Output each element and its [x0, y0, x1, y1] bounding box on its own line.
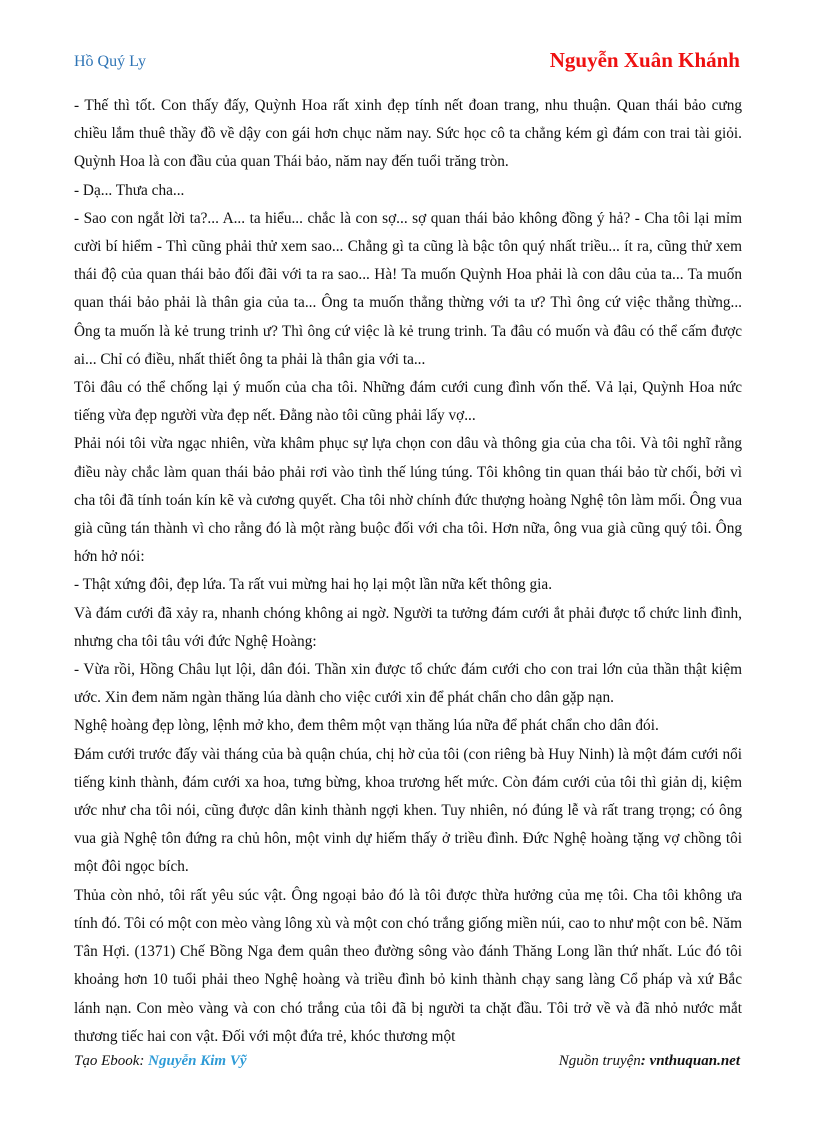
- source-site: vnthuquan.net: [649, 1053, 740, 1069]
- paragraph: Phải nói tôi vừa ngạc nhiên, vừa khâm phục sự lựa chọn con dâu và thông gia của cha tôi. Và tôi nghĩ rằng điều này chắc làm quan thái bảo phải rơi vào tình thế lúng túng. Tôi không tin quan thái bảo từ chối, bởi vì cha tôi đã tính toán kín kẽ và cương quyết. Cha tôi nhờ chính đức thượng hoàng Nghệ tôn làm mối. Ông vua già cũng tán thành vì cho rằng đó là một ràng buộc đối với cha tôi. Hơn nữa, ông vua già cũng quý tôi. Ông hớn hở nói:: [74, 435, 742, 566]
- paragraph: - Thế thì tốt. Con thấy đấy, Quỳnh Hoa rất xinh đẹp tính nết đoan trang, nhu thuận. Quan thái bảo cưng chiều lắm thuê thầy đồ về dậy con gái hơn chục năm nay. Sức học cô ta chẳng kém gì đám con trai tài giỏi. Quỳnh Hoa là con đầu của quan Thái bảo, năm nay đến tuổi trăng tròn.: [74, 97, 742, 171]
- body-text: [74, 92, 742, 1051]
- paragraph: Đám cưới trước đấy vài tháng của bà quận chúa, chị hờ của tôi (con riêng bà Huy Ninh) là một đám cưới nổi tiếng kinh thành, đám cưới xa hoa, tưng bừng, khoa trương hết mức. Còn đám cưới của tôi thì giản dị, kiệm ước như cha tôi nói, cũng được dân kinh thành ngợi khen. Tuy nhiên, nó đúng lễ và rất trang trọng; có ông vua già Nghệ tôn đứng ra chủ hôn, một vinh dự hiếm thấy ở triều đình. Đức Nghệ hoàng tặng vợ chồng tôi một đôi ngọc bích.: [74, 745, 742, 876]
- author-name: Nguyễn Xuân Khánh: [549, 48, 740, 72]
- paragraph: Và đám cưới đã xảy ra, nhanh chóng không ai ngờ. Người ta tưởng đám cưới ắt phải được tổ chức linh đình, nhưng cha tôi tâu với đức Nghệ Hoàng:: [74, 604, 742, 650]
- page-header: [74, 48, 740, 78]
- paragraph: Thủa còn nhỏ, tôi rất yêu súc vật. Ông ngoại bảo đó là tôi được thừa hưởng của mẹ tôi. Cha tôi không ưa tính đó. Tôi có một con mèo vàng lông xù và một con chó trắng giống miền núi, cao to như một con bê. Năm Tân Hợi. (1371) Chế Bồng Nga đem quân theo đường sông vào đánh Thăng Long lần thứ nhất. Lúc đó tôi khoảng hơn 10 tuổi phải theo Nghệ hoàng và triều đình bỏ kinh thành chạy sang làng Cổ pháp và xứ Bắc lánh nạn. Con mèo vàng và con chó trắng của tôi đã bị người ta chặt đầu. Tôi trở về và đã nhỏ nước mắt thương tiếc hai con vật. Đối với một đứa trẻ, khóc thương một: [74, 886, 742, 1045]
- page-footer: [74, 1053, 740, 1079]
- paragraph: - Dạ... Thưa cha...: [74, 181, 185, 199]
- paragraph: - Thật xứng đôi, đẹp lứa. Ta rất vui mừng hai họ lại một lần nữa kết thông gia.: [74, 576, 553, 594]
- paragraph: - Vừa rồi, Hồng Châu lụt lội, dân đói. Thần xin được tổ chức đám cưới cho con trai lớn của thần thật kiệm ước. Xin đem năm ngàn thăng lúa dành cho việc cưới xin để phát chẩn cho dân gặp nạn.: [74, 661, 742, 707]
- paragraph: Nghệ hoàng đẹp lòng, lệnh mở kho, đem thêm một vạn thăng lúa nữa để phát chẩn cho dân đói.: [74, 717, 659, 735]
- source-credit: Nguồn truyện: vnthuquan.net: [558, 1053, 740, 1069]
- ebook-creator: Nguyễn Kim Vỹ: [148, 1053, 247, 1069]
- source-label: Nguồn truyện: [558, 1053, 641, 1069]
- paragraph: - Sao con ngắt lời ta?... A... ta hiểu... chắc là con sợ... sợ quan thái bảo không đồng ý hả? - Cha tôi lại mỉm cười bí hiểm - Thì cũng phải thử xem sao... Chẳng gì ta cũng là bậc tôn quý nhất triều... ít ra, cũng thử xem thái độ của quan thái bảo đối đãi với ta ra sao... Hà! Ta muốn Quỳnh Hoa phải là con dâu của ta... Ta muốn quan thái bảo phải là thân gia của ta... Ông ta muốn thẳng thừng với ta ư? Thì ông cứ việc thẳng thừng... Ông ta muốn là kẻ trung trinh ư? Thì ông cứ việc là kẻ trung trinh. Ta đâu có muốn và đâu có thể cấm được ai... Chỉ có điều, nhất thiết ông ta phải là thân gia với ta...: [74, 209, 742, 368]
- book-title: Hồ Quý Ly: [74, 53, 146, 70]
- ebook-label: Tạo Ebook: [74, 1053, 140, 1069]
- paragraph: Tôi đâu có thể chống lại ý muốn của cha tôi. Những đám cưới cung đình vốn thế. Vả lại, Quỳnh Hoa nức tiếng vừa đẹp người vừa đẹp nết. Đằng nào tôi cũng phải lấy vợ...: [74, 379, 742, 425]
- ebook-credit: Tạo Ebook: Nguyễn Kim Vỹ: [74, 1053, 247, 1069]
